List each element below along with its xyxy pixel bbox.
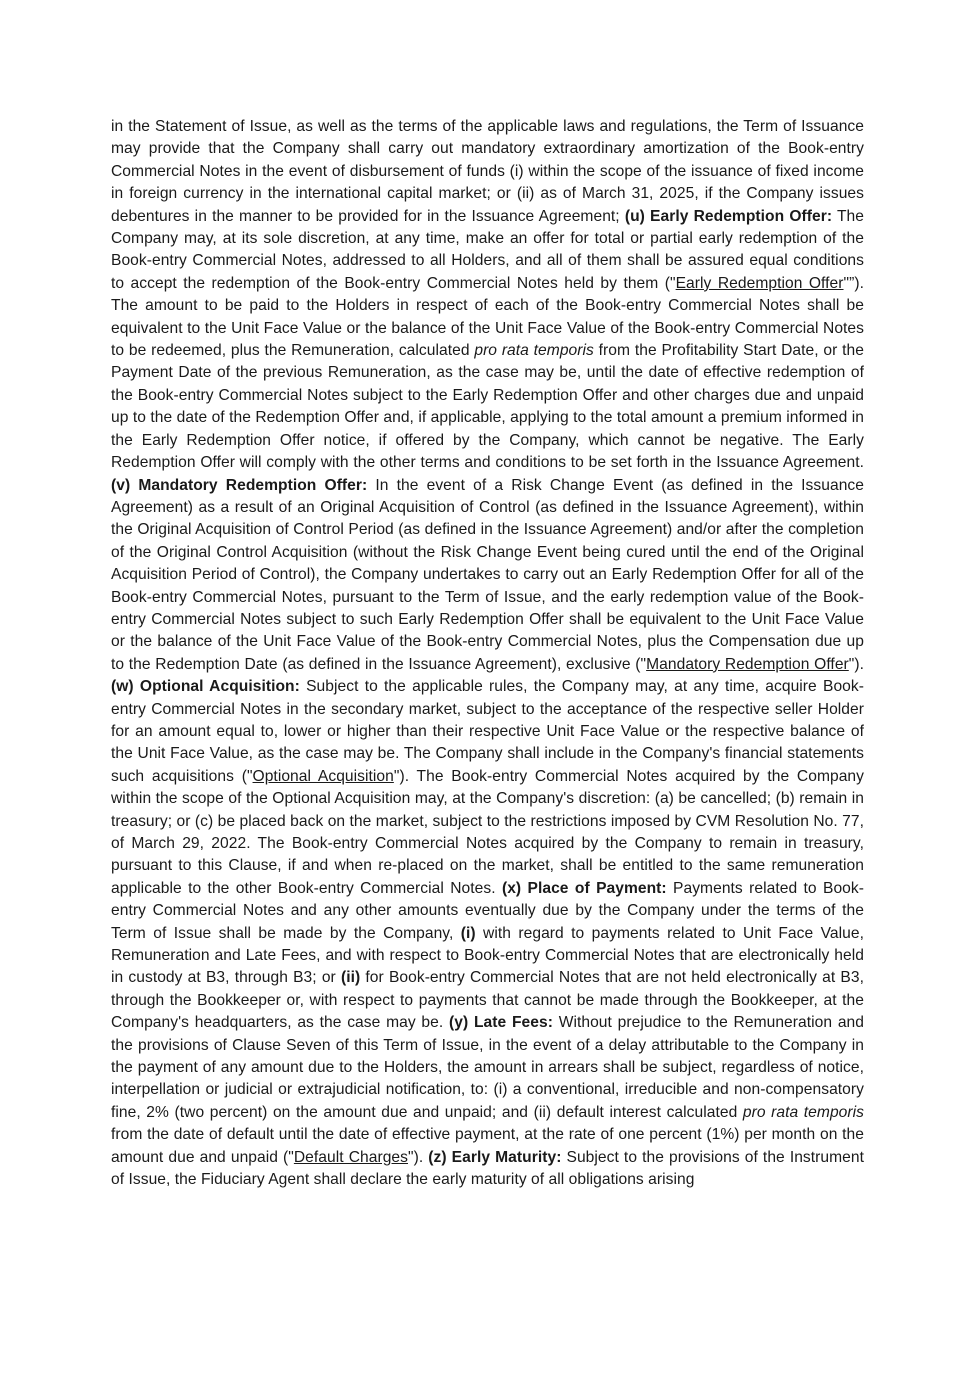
item-marker: (i) <box>460 924 476 942</box>
clause-v-heading: (v) Mandatory Redemption Offer: <box>111 476 368 494</box>
clause-z-text: Subject to the provisions of the Instrument of Issue, the Fiduciary Agent shall declare the early maturity of all obligations arising <box>111 1148 864 1189</box>
clause-u-text: The Company may, at its sole discretion, at any time, make an offer for total or partial early redemption of the Book-entry Commercial Notes, addressed to all Holders, and all of them shall be assured equal conditions to accept the redemption of the Book-entry Commercial Notes held by them (" <box>111 207 864 292</box>
clause-w-text: Subject to the applicable rules, the Company may, at any time, acquire Book-entry Commercial Notes in the secondary market, subject to the acceptance of the respective seller Holder for an amount equal to, lower or higher than their respective Unit Face Value or the respective balance of the Unit Face Value, as the case may be. The Company shall include in the Company's financial statements such acquisitions (" <box>111 678 864 785</box>
clause-u-heading: (u) Early Redemption Offer: <box>624 207 833 225</box>
clause-v-text: "). <box>848 655 864 673</box>
clause-y-text: "). <box>408 1148 429 1166</box>
clause-x-text: for Book-entry Commercial Notes that are not held electronically at B3, through the Bookkeeper or, with respect to payments that cannot be made through the Bookkeeper, at the Company's headquarters, as the case may be. <box>111 969 864 1032</box>
clause-paragraph <box>111 116 864 1192</box>
clause-x-text: with regard to payments related to Unit Face Value, Remuneration and Late Fees, and with respect to Book-entry Commercial Notes that are electronically held in custody at B3, through B3; or <box>111 924 864 987</box>
defined-term-optional-acquisition: Optional Acquisition <box>252 767 394 785</box>
paragraph-start-text: in the Statement of Issue, as well as the terms of the applicable laws and regulations, the Term of Issuance may provide that the Company shall carry out mandatory extraordinary amortization of the Book-entry Commercial Notes in the event of disbursement of funds (i) within the scope of the issuance of fixed income in foreign currency in the international capital market; or (ii) as of March 31, 2025, if the Company issues debentures in the manner to be provided for in the Issuance Agreement; <box>111 118 864 225</box>
clause-y-text: Without prejudice to the Remuneration and the provisions of Clause Seven of this Term of Issue, in the event of a delay attributable to the Company in the payment of any amount due to the Holders, the amount in arrears shall be subject, regardless of notice, interpellation or judicial or extrajudicial notification, to: (i) a conventional, irreducible and non-compensatory fine, 2% (two percent) on the amount due and unpaid; and (ii) default interest calculated <box>111 1014 864 1121</box>
clause-v-text: In the event of a Risk Change Event (as defined in the Issuance Agreement) as a result of an Original Acquisition of Control (as defined in the Issuance Agreement), within the Original Acquisition of Control Period (as defined in the Issuance Agreement) and/or after the completion of the Original Control Acquisition (without the Risk Change Event being cured until the end of the Original Acquisition Period of Control), the Company undertakes to carry out an Early Redemption Offer for all of the Book-entry Commercial Notes, pursuant to the Term of Issue, and the early redemption value of the Book-entry Commercial Notes subject to such Early Redemption Offer shall be equivalent to the Unit Face Value or the balance of the Unit Face Value of the Book-entry Commercial Notes, plus the Compensation due up to the Redemption Date (as defined in the Issuance Agreement), exclusive (" <box>111 476 864 673</box>
clause-u-text: from the Profitability Start Date, or the Payment Date of the previous Remuneration, as the case may be, until the date of effective redemption of the Book-entry Commercial Notes subject to the Early Redemption Offer and other charges due and unpaid up to the date of the Redemption Offer and, if applicable, applying to the total amount a premium informed in the Early Redemption Offer notice, if offered by the Company, which cannot be negative. The Early Redemption Offer will comply with the other terms and conditions to be set forth in the Issuance Agreement. <box>111 342 864 472</box>
defined-term-default-charges: Default Charges <box>293 1148 408 1166</box>
clause-w-text: "). The Book-entry Commercial Notes acquired by the Company within the scope of the Optional Acquisition may, at the Company's discretion: (a) be cancelled; (b) remain in treasury; or (c) be placed back on the market, subject to the restrictions imposed by CVM Resolution No. 77, of March 29, 2022. The Book-entry Commercial Notes acquired by the Company to remain in treasury, pursuant to this Clause, if and when re-placed on the market, shall be entitled to the same remuneration applicable to the other Book-entry Commercial Notes. <box>111 767 864 897</box>
clause-x-heading: (x) Place of Payment: <box>501 879 667 897</box>
clause-x-text: Payments related to Book-entry Commercial Notes and any other amounts eventually due by the Company under the terms of the Term of Issue shall be made by the Company, <box>111 879 864 942</box>
clause-w-heading: (w) Optional Acquisition: <box>111 678 300 696</box>
italic-term: pro rata temporis <box>742 1103 864 1121</box>
clause-y-text: from the date of default until the date of effective payment, at the rate of one percent (1%) per month on the amount due and unpaid (" <box>111 1126 864 1166</box>
item-marker: (ii) <box>340 969 361 987</box>
defined-term-mandatory-redemption-offer: Mandatory Redemption Offer <box>646 655 849 673</box>
clause-z-heading: (z) Early Maturity: <box>428 1148 562 1166</box>
italic-term: pro rata temporis <box>474 342 594 360</box>
clause-u-text: "”). The amount to be paid to the Holders in respect of each of the Book-entry Commercial Notes shall be equivalent to the Unit Face Value or the balance of the Unit Face Value of the Book-entry Commercial Notes to be redeemed, plus the Remuneration, calculated <box>111 274 864 360</box>
clause-y-heading: (y) Late Fees: <box>449 1014 553 1032</box>
defined-term-early-redemption-offer: Early Redemption Offer <box>675 274 844 292</box>
